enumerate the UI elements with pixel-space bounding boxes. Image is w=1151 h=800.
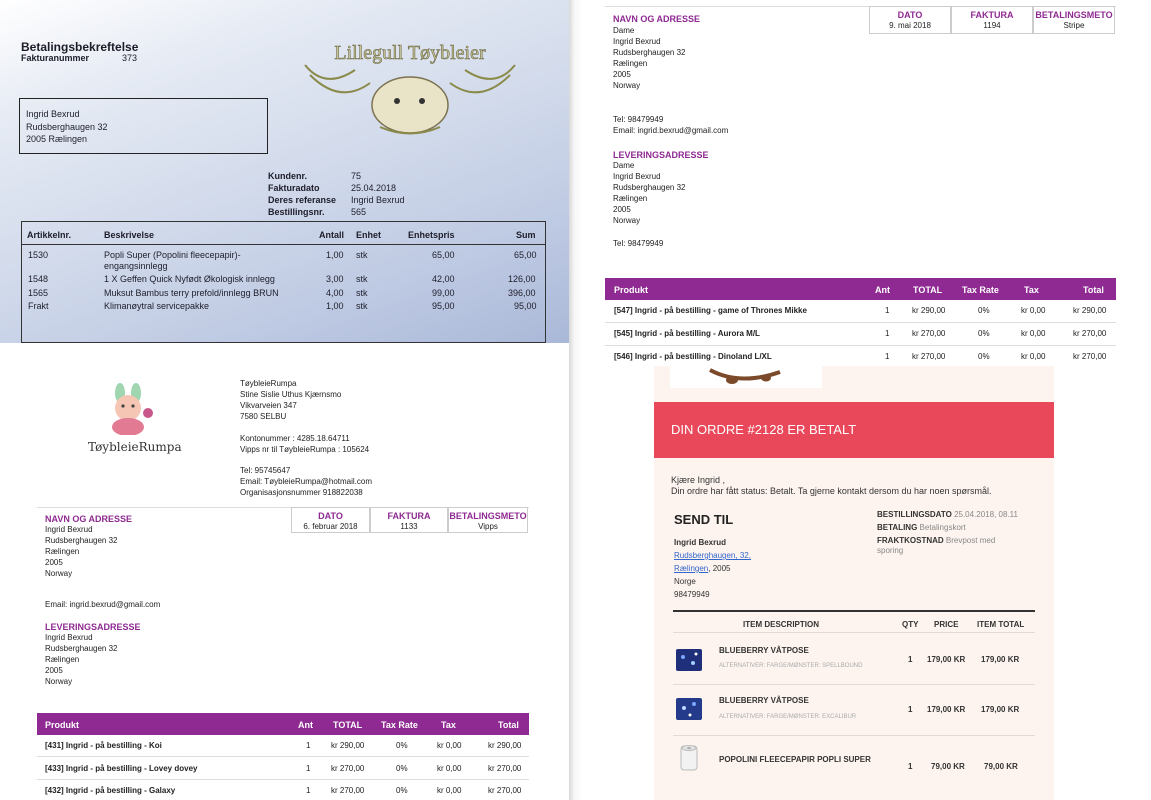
invoice-number: 373 (122, 53, 138, 63)
row-sum: 126,00 (508, 274, 536, 284)
address-line: Rælingen (613, 59, 648, 68)
seller-line: Organisasjonsnummer 918822038 (240, 488, 363, 497)
tøybleierumpa-logo-text: TøybleieRumpa (88, 440, 182, 454)
item-qty: 1 (908, 762, 913, 771)
row-sum: 65,00 (514, 250, 537, 260)
row-art: 1548 (28, 274, 49, 284)
col-qty: Ant (875, 285, 890, 295)
payment-line (877, 523, 966, 532)
shop-logo-text: Lillegull Tøybleier (334, 42, 486, 64)
col-header: Enhetspris (408, 230, 455, 240)
payment-method-box (1033, 6, 1115, 34)
row-desc: 1 X Geffen Quick Nyfødt Økologisk innlegg (104, 274, 275, 284)
customer-email: Email: ingrid.bexrud@gmail.com (613, 126, 729, 135)
row-art: 1565 (28, 288, 49, 298)
ship-city-line (674, 564, 731, 573)
col-tax: Tax (441, 720, 456, 730)
greeting: Kjære Ingrid , (671, 475, 726, 485)
address-line: Rudsberghaugen 32 (613, 48, 686, 57)
table-row: [546] Ingrid - på bestilling - Dinoland L/XL 1 kr 270,00 0% kr 0,00 kr 270,00 (614, 352, 1107, 361)
seller-line: Tel: 95745647 (240, 466, 291, 475)
address-line: Ingrid Bexrud (45, 525, 93, 534)
item-variant: ALTERNATIVER: FARGE/MØNSTER: SPELLBOUND (719, 663, 863, 669)
customer-email: Email: ingrid.bexrud@gmail.com (45, 600, 161, 609)
delivery-line: Ingrid Bexrud (613, 172, 661, 181)
item-qty: 1 (908, 705, 913, 714)
row-desc: Popli Super (Popolini fleecepapir)- (104, 250, 241, 260)
delivery-tel: Tel: 98479949 (613, 239, 664, 248)
item-name: BLUEBERRY VÅTPOSE (719, 696, 809, 705)
customer-tel: Tel: 98479949 (613, 115, 664, 124)
col-header: Sum (516, 230, 536, 240)
item-rule (673, 735, 1035, 736)
baby-logo-icon (100, 383, 160, 435)
date-box (291, 507, 370, 533)
invoice-value: 1133 (400, 522, 418, 531)
status-line: Din ordre har fått status: Betalt. Ta gjerne kontakt dersom du har noen spørsmål. (671, 486, 992, 496)
invoice-box (370, 507, 448, 533)
row-sum: 396,00 (508, 288, 536, 298)
meta-label: Bestillingsnr. (268, 207, 325, 217)
paper-receipt-photo (0, 0, 569, 343)
table-row: [545] Ingrid - på bestilling - Aurora M/L 1 kr 270,00 0% kr 0,00 kr 270,00 (605, 323, 1116, 346)
col-header: Antall (319, 230, 345, 240)
meta-label: Deres referanse (268, 195, 337, 205)
payment-method-value: Stripe (1063, 21, 1085, 30)
fleece-paper-roll-icon (674, 744, 704, 772)
ship-to-heading: SEND TIL (674, 512, 734, 527)
address-line: Norway (613, 81, 641, 90)
panel-divider (569, 0, 582, 800)
shipping-value: Brevpost med (945, 536, 996, 545)
shipping-value-cont: sporing (877, 546, 904, 555)
order-date-line (877, 510, 1018, 519)
item-price: 79,00 KR (931, 762, 965, 771)
col-total: TOTAL (913, 285, 943, 295)
seller-line: Email: TøybleieRumpa@hotmail.com (240, 477, 373, 486)
meta-value: Ingrid Bexrud (351, 195, 405, 205)
name-address-heading: NAVN OG ADRESSE (613, 14, 701, 24)
invoice-label: FAKTURA (970, 10, 1014, 20)
delivery-line: 2005 (613, 205, 631, 214)
row-qty: 4,00 (326, 288, 344, 298)
col-line-total: Total (1083, 285, 1104, 295)
payment-method-label: BETALINGSMETO (449, 511, 527, 521)
invoice-value: 1194 (983, 21, 1001, 30)
date-value: 9. mai 2018 (889, 21, 931, 30)
row-price: 42,00 (432, 274, 455, 284)
row-desc: Muksut Bambus terry prefold/innlegg BRUN (104, 288, 279, 298)
row-unit: stk (356, 301, 368, 311)
col-tax-rate: Tax Rate (381, 720, 418, 730)
recipient-line: 2005 Rælingen (26, 134, 88, 144)
payment-value: Betalingskort (919, 523, 966, 532)
recipient-line: Ingrid Bexrud (26, 109, 80, 119)
delivery-line: Rælingen (613, 194, 648, 203)
col-total: TOTAL (333, 720, 363, 730)
row-qty: 1,00 (326, 250, 344, 260)
ship-phone: 98479949 (674, 590, 710, 599)
receipt-table-border (21, 221, 546, 343)
item-total: 179,00 KR (981, 705, 1020, 714)
delivery-line: Ingrid Bexrud (45, 633, 93, 642)
address-line: Ingrid Bexrud (613, 37, 661, 46)
address-line: Rælingen (45, 547, 80, 556)
col-header: Enhet (356, 230, 382, 240)
address-line: Norway (45, 569, 73, 578)
row-desc: Klimanøytral servicepakke (104, 301, 210, 311)
order-email (654, 366, 1054, 800)
order-paid-banner (654, 402, 1054, 458)
col-line-total: Total (498, 720, 519, 730)
col-header: Beskrivelse (104, 230, 155, 240)
ship-name: Ingrid Bexrud (674, 538, 727, 547)
product-table-header (605, 278, 1116, 300)
invoice-label: FAKTURA (387, 511, 431, 521)
delivery-heading: LEVERINGSADRESSE (613, 150, 709, 160)
delivery-line: Rudsberghaugen 32 (45, 644, 118, 653)
meta-label: Kundenr. (268, 171, 308, 181)
ship-country: Norge (674, 577, 696, 586)
seller-line: Kontonummer : 4285.18.64711 (240, 434, 350, 443)
ship-zip: , 2005 (708, 564, 731, 573)
address-line: Dame (613, 26, 635, 35)
seller-line: Stine Sislie Uthus Kjærnsmo (240, 390, 342, 399)
wetbag-product-icon (674, 694, 704, 722)
order-date: 25.04.2018, 08.11 (954, 510, 1018, 519)
row-desc: engangsinnlegg (104, 261, 168, 271)
col-item-description: ITEM DESCRIPTION (743, 620, 820, 629)
delivery-line: 2005 (45, 666, 63, 675)
item-name: BLUEBERRY VÅTPOSE (719, 646, 809, 655)
wetbag-product-icon (674, 645, 704, 673)
row-qty: 3,00 (326, 274, 344, 284)
recipient-line: Rudsberghaugen 32 (26, 122, 108, 132)
row-art: 1530 (28, 250, 49, 260)
branch-decoration-icon (670, 366, 822, 388)
payment-method-value: Vipps (478, 522, 498, 531)
payment-label: BETALING (877, 523, 918, 532)
row-art: Frakt (28, 301, 49, 311)
item-total: 79,00 KR (984, 762, 1018, 771)
item-variant: ALTERNATIVER: FARGE/MØNSTER: EXCALIBUR (719, 714, 857, 720)
item-total: 179,00 KR (981, 655, 1020, 664)
items-header-rule (673, 632, 1035, 633)
order-date-label: BESTILLINGSDATO (877, 510, 952, 519)
ship-street-link[interactable]: Rudsberghaugen, 32, (674, 551, 751, 560)
shipping-label: FRAKTKOSTNAD (877, 536, 944, 545)
delivery-heading: LEVERINGSADRESSE (45, 622, 141, 632)
delivery-line: Dame (613, 161, 635, 170)
seller-line: Vipps nr til TøybleieRumpa : 105624 (240, 445, 370, 454)
meta-label: Fakturadato (268, 183, 320, 193)
shipping-line (877, 536, 995, 545)
row-price: 95,00 (432, 301, 455, 311)
col-price: PRICE (934, 620, 959, 629)
col-qty: Ant (298, 720, 313, 730)
date-label: DATO (318, 511, 343, 521)
seller-line: 7580 SELBU (240, 412, 287, 421)
seller-line: Vikvarveien 347 (240, 401, 297, 410)
product-table-header (37, 713, 529, 735)
payment-method-label: BETALINGSMETO (1035, 10, 1113, 20)
address-line: 2005 (613, 70, 631, 79)
meta-value: 75 (351, 171, 362, 181)
delivery-line: Norway (613, 216, 641, 225)
address-line: 2005 (45, 558, 63, 567)
invoice-box (951, 6, 1033, 34)
seller-line: TøybleieRumpa (240, 379, 297, 388)
row-sum: 95,00 (514, 301, 537, 311)
ship-city-link[interactable]: Rælingen (674, 564, 709, 573)
row-price: 65,00 (432, 250, 455, 260)
col-product: Produkt (45, 720, 80, 730)
items-top-rule (673, 610, 1035, 612)
delivery-line: Norway (45, 677, 73, 686)
col-tax: Tax (1024, 285, 1039, 295)
item-price: 179,00 KR (927, 655, 966, 664)
row-unit: stk (356, 250, 368, 260)
delivery-line: Rælingen (45, 655, 80, 664)
item-qty: 1 (908, 655, 913, 664)
table-row: [433] Ingrid - på bestilling - Lovey dovey 1 kr 270,00 0% kr 0,00 kr 270,00 (37, 758, 529, 780)
meta-value: 565 (351, 207, 367, 217)
name-address-heading: NAVN OG ADRESSE (45, 514, 133, 524)
address-line: Rudsberghaugen 32 (45, 536, 118, 545)
row-price: 99,00 (432, 288, 455, 298)
date-box (869, 6, 951, 34)
invoice-number-label: Fakturanummer (21, 53, 90, 63)
item-rule (673, 684, 1035, 685)
payment-method-box (448, 507, 528, 533)
date-label: DATO (897, 10, 923, 20)
table-row: [432] Ingrid - på bestilling - Galaxy 1 kr 270,00 0% kr 0,00 kr 270,00 (45, 786, 522, 795)
delivery-line: Rudsberghaugen 32 (613, 183, 686, 192)
row-qty: 1,00 (326, 301, 344, 311)
banner-text: DIN ORDRE #2128 ER BETALT (671, 422, 857, 437)
row-unit: stk (356, 274, 368, 284)
col-product: Produkt (614, 285, 649, 295)
receipt-title: Betalingsbekreftelse (21, 40, 139, 54)
date-value: 6. februar 2018 (303, 522, 358, 531)
col-qty: QTY (902, 620, 919, 629)
col-header: Artikkelnr. (27, 230, 72, 240)
table-row: [431] Ingrid - på bestilling - Koi 1 kr 290,00 0% kr 0,00 kr 290,00 (37, 735, 529, 757)
meta-value: 25.04.2018 (351, 183, 397, 193)
table-row: [547] Ingrid - på bestilling - game of Thrones Mikke 1 kr 290,00 0% kr 0,00 kr 290,00 (605, 300, 1116, 323)
item-price: 179,00 KR (927, 705, 966, 714)
col-item-total: ITEM TOTAL (977, 620, 1025, 629)
col-tax-rate: Tax Rate (962, 285, 999, 295)
item-name: POPOLINI FLEECEPAPIR POPLI SUPER (719, 755, 871, 764)
shop-logo-wreath (285, 35, 535, 140)
row-unit: stk (356, 288, 368, 298)
receipt-table-header-rule (21, 244, 546, 245)
